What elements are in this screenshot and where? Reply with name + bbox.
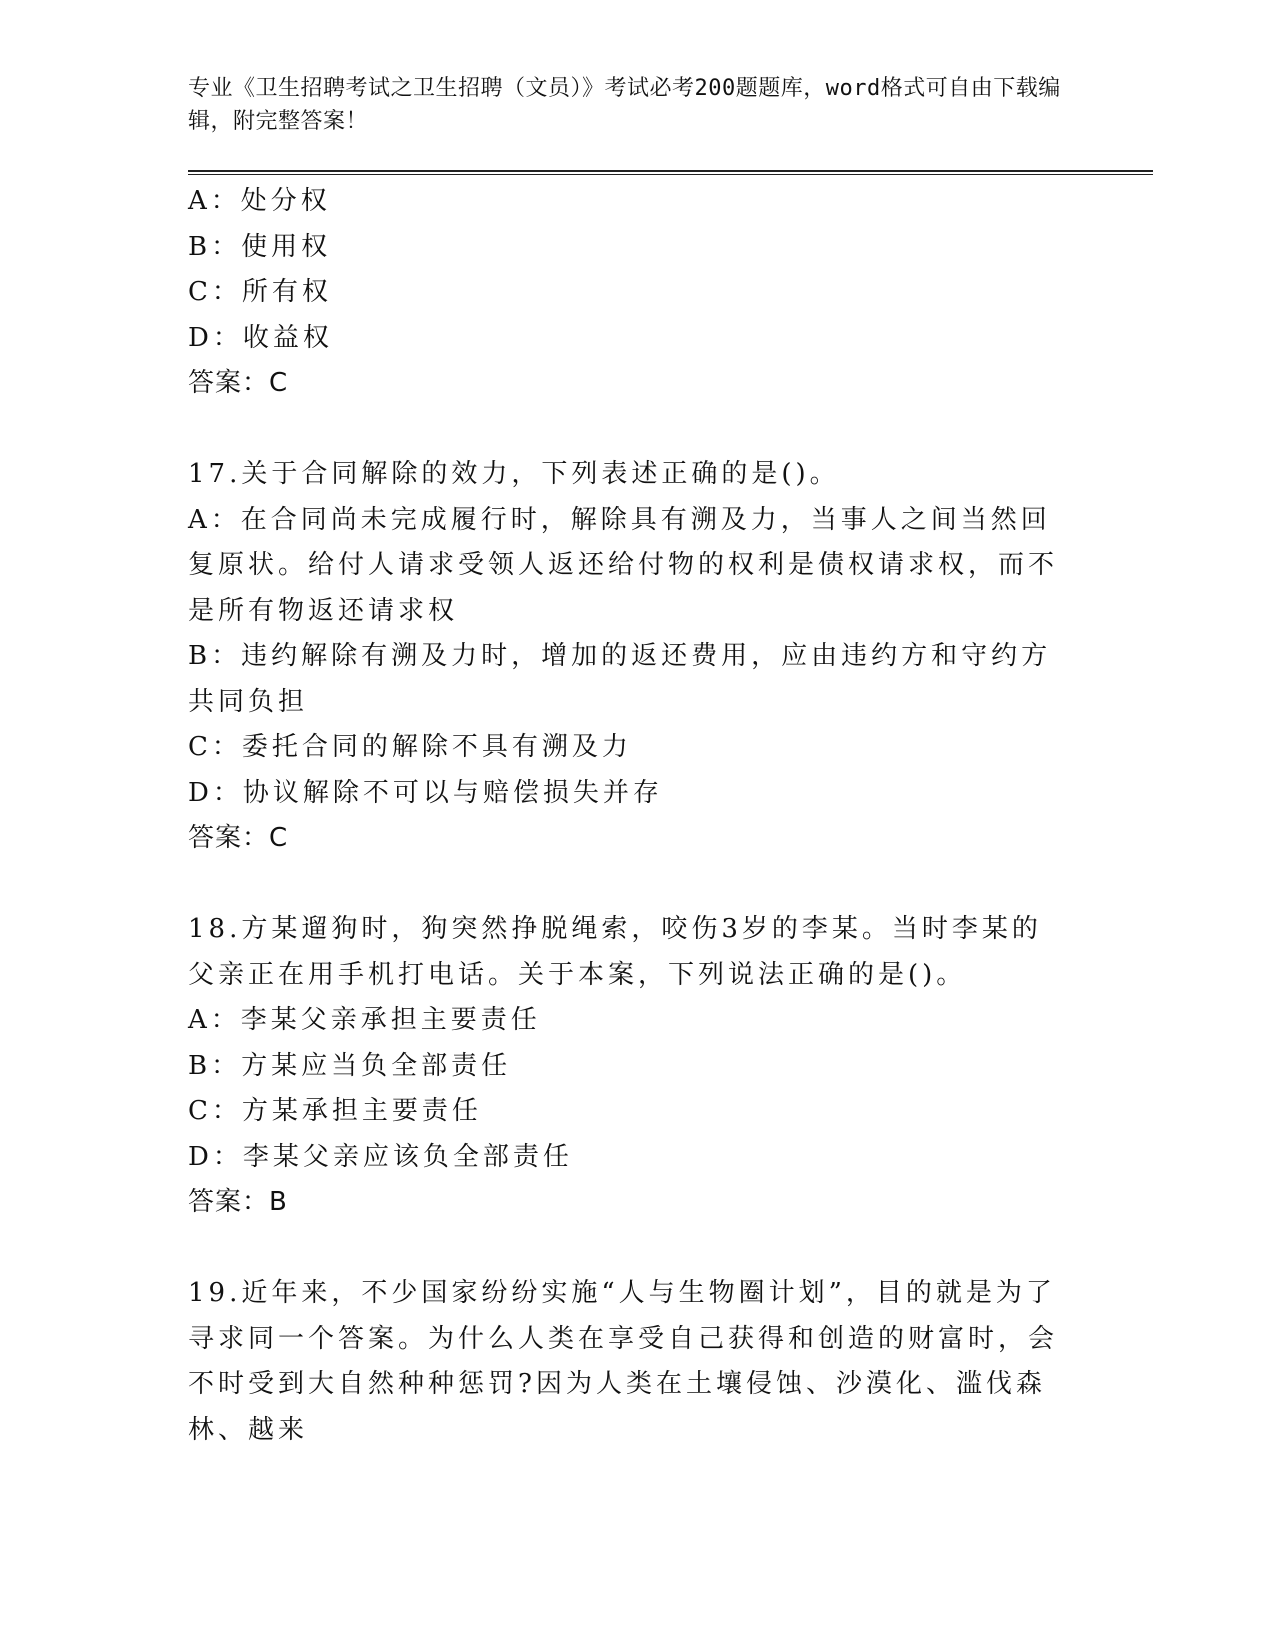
spacer (188, 407, 1068, 453)
option-c: C：所有权 (188, 277, 332, 307)
question-17 (188, 452, 1068, 862)
question-stem: 19.近年来，不少国家纷纷实施“人与生物圈计划”，目的就是为了寻求同一个答案。为什么人类在享受自己获得和创造的财富时，会不时受到大自然种种惩罚?因为人类在土壤侵蚀、沙漠化、滥伐森林、越来 (188, 1278, 1059, 1445)
question-stem: 18.方某遛狗时，狗突然挣脱绳索，咬伤3岁的李某。当时李某的父亲正在用手机打电话。关于本案，下列说法正确的是()。 (188, 914, 1042, 990)
spacer (188, 862, 1068, 908)
option-a: A：在合同尚未完成履行时，解除具有溯及力，当事人之间当然回复原状。给付人请求受领人返还给付物的权利是债权请求权，而不是所有物返还请求权 (188, 504, 1059, 626)
option-c: C：委托合同的解除不具有溯及力 (188, 732, 632, 762)
question-16 (188, 179, 1068, 407)
answer: 答案：C (188, 368, 289, 398)
option-d: D：李某父亲应该负全部责任 (188, 1141, 573, 1172)
spacer (188, 1226, 1068, 1272)
question-stem: 17.关于合同解除的效力，下列表述正确的是()。 (188, 459, 840, 489)
option-d: D：协议解除不可以与赔偿损失并存 (188, 777, 663, 808)
header-divider (188, 170, 1153, 175)
answer: 答案：B (188, 1187, 288, 1217)
question-18 (188, 907, 1068, 1226)
option-b: B：方某应当负全部责任 (188, 1050, 512, 1081)
question-19 (188, 1271, 1068, 1453)
option-b: B：使用权 (188, 231, 332, 262)
answer: 答案：C (188, 823, 289, 853)
option-a: A：处分权 (188, 186, 331, 216)
option-c: C：方某承担主要责任 (188, 1096, 482, 1126)
option-b: B：违约解除有溯及力时，增加的返还费用，应由违约方和守约方共同负担 (188, 641, 1052, 717)
document-header: 专业《卫生招聘考试之卫生招聘（文员）》考试必考200题题库，word格式可自由下载编辑，附完整答案！ (188, 76, 1061, 134)
option-a: A：李某父亲承担主要责任 (188, 1005, 541, 1035)
document-body (188, 179, 1068, 1453)
option-d: D：收益权 (188, 322, 333, 353)
document-page (188, 72, 1148, 1453)
